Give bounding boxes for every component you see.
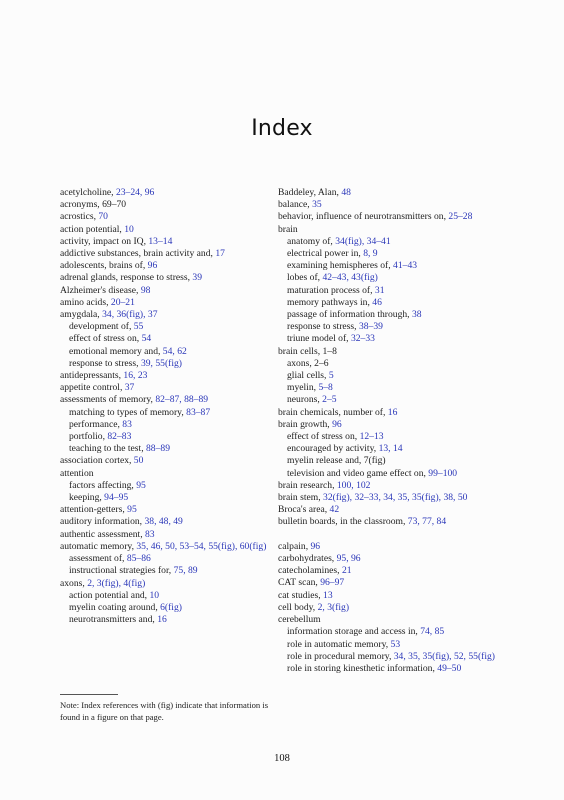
page-reference-link[interactable]: 96 — [147, 260, 158, 272]
page-reference-link[interactable]: 83 — [145, 528, 155, 540]
index-entry — [60, 236, 298, 248]
index-term: examining hemispheres of, — [287, 260, 394, 272]
index-term: association cortex, — [60, 455, 134, 467]
index-term: neurons, — [287, 394, 323, 406]
index-subentry — [60, 614, 298, 626]
index-subentry — [278, 272, 516, 284]
index-term: development of, — [69, 321, 134, 333]
page-reference-link[interactable]: 95 — [136, 479, 146, 491]
page-reference-link[interactable]: 34, 35, 35(fig), 52, 55(fig) — [393, 650, 495, 662]
index-entry — [278, 553, 516, 565]
index-term: teaching to the test, — [69, 443, 146, 455]
page-reference-link[interactable]: 2, 3(fig) — [317, 601, 350, 613]
index-subentry — [278, 260, 516, 272]
page-reference-link[interactable]: 34, 36(fig), 37 — [102, 309, 158, 321]
index-term: television and video game effect on, — [287, 467, 429, 479]
index-term: neurotransmitters and, — [69, 614, 158, 626]
index-entry — [278, 199, 516, 211]
page-reference-link[interactable]: 95, 96 — [336, 553, 361, 565]
index-term: behavior, influence of neurotransmitters on, — [278, 211, 449, 223]
index-subentry — [60, 492, 298, 504]
page-reference-link[interactable]: 94–95 — [104, 492, 129, 504]
index-entry — [278, 407, 516, 419]
index-term: matching to types of memory, — [69, 406, 187, 418]
index-term: effect of stress on, — [69, 333, 142, 345]
page-reference-link[interactable]: 46 — [372, 296, 382, 308]
page-reference-link[interactable]: 53 — [390, 638, 401, 650]
index-term: triune model of, — [287, 333, 351, 345]
index-term: keeping, — [69, 492, 105, 504]
index-term: acrostics, — [60, 211, 99, 223]
page-reference-link[interactable]: 73, 77, 84 — [407, 516, 447, 528]
index-entry — [60, 297, 298, 309]
index-entry — [278, 577, 516, 589]
index-term: amino acids, — [60, 296, 111, 308]
index-term: action potential and, — [69, 589, 150, 601]
page-reference-link[interactable]: 12–13 — [359, 431, 384, 443]
index-subentry — [60, 346, 298, 358]
index-term: authentic assessment, — [60, 528, 145, 540]
index-entry — [278, 602, 516, 614]
index-term: catecholamines, — [278, 565, 342, 577]
index-subentry — [278, 639, 516, 651]
page-reference-link[interactable]: 70 — [98, 211, 108, 223]
index-term: instructional strategies for, — [69, 565, 174, 577]
index-subentry — [60, 590, 298, 602]
index-entry — [278, 516, 516, 528]
page-reference-link[interactable]: 16 — [387, 406, 398, 418]
index-subentry — [278, 333, 516, 345]
index-term: maturation process of, — [287, 284, 375, 296]
index-term: brain stem, — [278, 492, 324, 504]
page-reference-link[interactable]: 17 — [215, 248, 225, 260]
page-number: 108 — [274, 753, 290, 764]
index-subentry — [60, 321, 298, 333]
page-reference-link[interactable]: 38–39 — [358, 321, 383, 333]
index-entry — [60, 455, 298, 467]
index-subentry — [60, 431, 298, 443]
index-entry — [60, 199, 298, 211]
index-term: memory pathways in, — [287, 296, 373, 308]
index-subentry — [278, 455, 516, 467]
index-term: encouraged by activity, — [287, 443, 379, 455]
footnote: Note: Index references with (fig) indicate that information is found in a figure on that page. — [60, 700, 269, 722]
page-reference-link[interactable]: 82–87, 88–89 — [155, 394, 209, 406]
index-term: action potential, — [60, 223, 125, 235]
index-term: balance, — [278, 199, 313, 211]
index-term: role in storing kinesthetic information, — [287, 662, 438, 674]
index-term: acetylcholine, — [60, 187, 116, 198]
index-term: assessment of, — [69, 553, 127, 565]
index-subentry — [60, 333, 298, 345]
page-reference-link[interactable]: 35, 46, 50, 53–54, 55(fig), 60(fig) — [136, 540, 267, 552]
index-term: electrical power in, — [287, 248, 364, 260]
index-entry — [60, 578, 298, 590]
index-entry — [278, 224, 516, 236]
page-reference-link[interactable]: 49–50 — [437, 662, 462, 674]
index-term: brain research, — [278, 479, 337, 491]
page-reference-link[interactable]: 54, 62 — [162, 345, 187, 357]
index-entry — [278, 419, 516, 431]
index-term: brain growth, — [278, 418, 333, 430]
page-reference-link[interactable]: 20–21 — [110, 296, 135, 308]
index-subentry — [278, 382, 516, 394]
page-reference-link[interactable]: 95 — [127, 504, 137, 516]
page-reference-link[interactable]: 13, 14 — [378, 443, 403, 455]
index-subentry — [278, 468, 516, 480]
index-subentry — [278, 443, 516, 455]
index-subentry — [278, 394, 516, 406]
index-term: glial cells, — [287, 370, 329, 382]
page-reference-link[interactable]: 41–43 — [393, 260, 418, 272]
index-entry — [60, 260, 298, 272]
page-reference-link[interactable]: 16, 23 — [123, 370, 148, 382]
index-entry — [278, 614, 516, 626]
index-term: factors affecting, — [69, 479, 137, 491]
index-subentry — [278, 431, 516, 443]
index-term: myelin, — [287, 382, 319, 394]
index-term: auditory information, — [60, 516, 145, 528]
page-reference-link[interactable]: 13 — [323, 589, 333, 601]
index-entry — [60, 248, 298, 260]
index-entry — [60, 211, 298, 223]
index-term: role in procedural memory, — [287, 650, 394, 662]
page-reference-link[interactable]: 48 — [341, 187, 351, 198]
page-reference-link[interactable]: 34(fig), 34–41 — [335, 235, 391, 247]
index-entry — [60, 504, 298, 516]
index-term: response to stress, — [287, 321, 359, 333]
index-entry — [60, 370, 298, 382]
page-reference-link[interactable]: 35 — [312, 199, 322, 211]
index-subentry — [60, 443, 298, 455]
index-subentry — [60, 407, 298, 419]
index-entry — [60, 529, 298, 541]
page-reference-link[interactable]: 96–97 — [320, 577, 345, 589]
index-term: brain — [278, 223, 298, 235]
index-subentry — [278, 248, 516, 260]
index-entry — [278, 541, 516, 553]
index-entry — [60, 516, 298, 528]
index-term: attention — [60, 467, 94, 479]
page-reference-link[interactable]: 82–83 — [107, 431, 132, 443]
index-entry — [60, 382, 298, 394]
index-column-left — [60, 187, 298, 626]
index-subentry — [278, 321, 516, 333]
page-reference-link[interactable]: 6(fig) — [160, 601, 182, 613]
index-term: acronyms, 69–70 — [60, 199, 127, 211]
page-reference-link[interactable]: 39 — [192, 272, 203, 284]
page-reference-link[interactable]: 16 — [157, 614, 167, 626]
index-term: cat studies, — [278, 589, 324, 601]
page-reference-link[interactable]: 54 — [141, 333, 152, 345]
index-entry — [60, 272, 298, 284]
page-reference-link[interactable]: 10 — [149, 589, 160, 601]
index-term: emotional memory and, — [69, 345, 163, 357]
page-reference-link[interactable]: 38, 48, 49 — [144, 516, 183, 528]
index-term: adolescents, brains of, — [60, 260, 148, 272]
page-reference-link[interactable]: 98 — [140, 284, 151, 296]
page-reference-link[interactable]: 39, 55(fig) — [140, 357, 182, 369]
index-subentry — [60, 602, 298, 614]
index-term: antidepressants, — [60, 370, 124, 382]
footnote-divider — [60, 694, 118, 695]
index-term: lobes of, — [287, 272, 323, 284]
index-subentry — [60, 565, 298, 577]
index-term: axons, — [60, 577, 88, 589]
index-term: adrenal glands, response to stress, — [60, 272, 193, 284]
index-subentry — [278, 309, 516, 321]
index-term: activity, impact on IQ, — [60, 235, 149, 247]
index-term: calpain, — [278, 540, 311, 552]
index-subentry — [278, 626, 516, 638]
index-entry — [278, 346, 516, 358]
index-term: anatomy of, — [287, 235, 336, 247]
index-entry — [60, 187, 298, 199]
page-title: Index — [251, 116, 313, 141]
index-term: attention-getters, — [60, 504, 128, 516]
page-reference-link[interactable]: 2, 3(fig), 4(fig) — [87, 577, 146, 589]
index-term: axons, 2–6 — [287, 357, 329, 369]
index-term: amygdala, — [60, 309, 103, 321]
index-term: myelin coating around, — [69, 601, 161, 613]
index-term: information storage and access in, — [287, 626, 421, 638]
index-entry — [60, 394, 298, 406]
page-reference-link[interactable]: 23–24, 96 — [115, 187, 155, 198]
page-reference-link[interactable]: 10 — [124, 223, 134, 235]
index-entry — [278, 565, 516, 577]
index-entry — [278, 504, 516, 516]
index-term: Broca's area, — [278, 504, 330, 516]
index-term: myelin release and, 7(fig) — [287, 455, 386, 467]
index-entry — [278, 492, 516, 504]
page-reference-link[interactable]: 5 — [328, 370, 334, 382]
index-term: role in automatic memory, — [287, 638, 391, 650]
page-reference-link[interactable]: 55 — [133, 321, 144, 333]
index-term: Alzheimer's disease, — [60, 284, 141, 296]
index-term: effect of stress on, — [287, 431, 360, 443]
index-term: passage of information through, — [287, 309, 412, 321]
index-subentry — [278, 651, 516, 663]
index-entry — [60, 309, 298, 321]
index-term: cerebellum — [278, 614, 321, 626]
page-reference-link[interactable]: 96 — [310, 540, 321, 552]
index-subentry — [60, 358, 298, 370]
index-entry — [278, 187, 516, 199]
index-subentry — [278, 297, 516, 309]
index-term: CAT scan, — [278, 577, 321, 589]
index-subentry — [278, 370, 516, 382]
page-reference-link[interactable]: 42–43, 43(fig) — [322, 272, 378, 284]
page-reference-link[interactable]: 50 — [133, 455, 144, 467]
index-term: assessments of memory, — [60, 394, 156, 406]
page-reference-link[interactable]: 5–8 — [318, 382, 333, 394]
page-reference-link[interactable]: 75, 89 — [173, 565, 198, 577]
page-reference-link[interactable]: 83 — [122, 418, 132, 430]
index-term: bulletin boards, in the classroom, — [278, 516, 408, 528]
index-entry — [60, 541, 298, 553]
index-column-right — [278, 187, 516, 675]
index-subentry — [278, 358, 516, 370]
index-subentry — [60, 480, 298, 492]
index-entry — [278, 590, 516, 602]
index-entry — [60, 468, 298, 480]
index-term: carbohydrates, — [278, 553, 337, 565]
index-entry — [278, 480, 516, 492]
index-subentry — [278, 285, 516, 297]
page-reference-link[interactable]: 37 — [124, 382, 135, 394]
index-entry — [60, 285, 298, 297]
index-subentry — [278, 236, 516, 248]
page-reference-link[interactable]: 42 — [329, 504, 340, 516]
page-reference-link[interactable]: 21 — [341, 565, 352, 577]
index-term: automatic memory, — [60, 540, 137, 552]
index-term: Baddeley, Alan, — [278, 187, 342, 198]
page-reference-link[interactable]: 88–89 — [146, 443, 170, 455]
index-term: addictive substances, brain activity and, — [60, 248, 216, 260]
index-term: portfolio, — [69, 431, 108, 443]
index-term: brain chemicals, number of, — [278, 406, 388, 418]
page-reference-link[interactable]: 31 — [374, 284, 385, 296]
index-term: appetite control, — [60, 382, 125, 394]
index-term: cell body, — [278, 601, 318, 613]
page-reference-link[interactable]: 8, 9 — [363, 248, 378, 260]
page-reference-link[interactable]: 99–100 — [428, 467, 458, 479]
index-subentry — [60, 419, 298, 431]
index-entry — [60, 224, 298, 236]
index-subentry — [278, 663, 516, 675]
index-term: response to stress, — [69, 357, 141, 369]
index-term: performance, — [69, 418, 123, 430]
page-reference-link[interactable]: 32(fig), 32–33, 34, 35, 35(fig), 38, 50 — [323, 492, 468, 504]
index-entry — [278, 211, 516, 223]
page-reference-link[interactable]: 83–87 — [186, 406, 211, 418]
page-reference-link[interactable]: 32–33 — [350, 333, 375, 345]
page-reference-link[interactable]: 25–28 — [448, 211, 473, 223]
index-term: brain cells, 1–8 — [278, 345, 337, 357]
page-reference-link[interactable]: 85–86 — [126, 553, 151, 565]
page-reference-link[interactable]: 2–5 — [322, 394, 337, 406]
page-reference-link[interactable]: 38 — [411, 309, 422, 321]
page-reference-link[interactable]: 74, 85 — [420, 626, 445, 638]
page-reference-link[interactable]: 13–14 — [148, 235, 173, 247]
page-reference-link[interactable]: 96 — [332, 418, 342, 430]
page-reference-link[interactable]: 100, 102 — [336, 479, 371, 491]
index-subentry — [60, 553, 298, 565]
